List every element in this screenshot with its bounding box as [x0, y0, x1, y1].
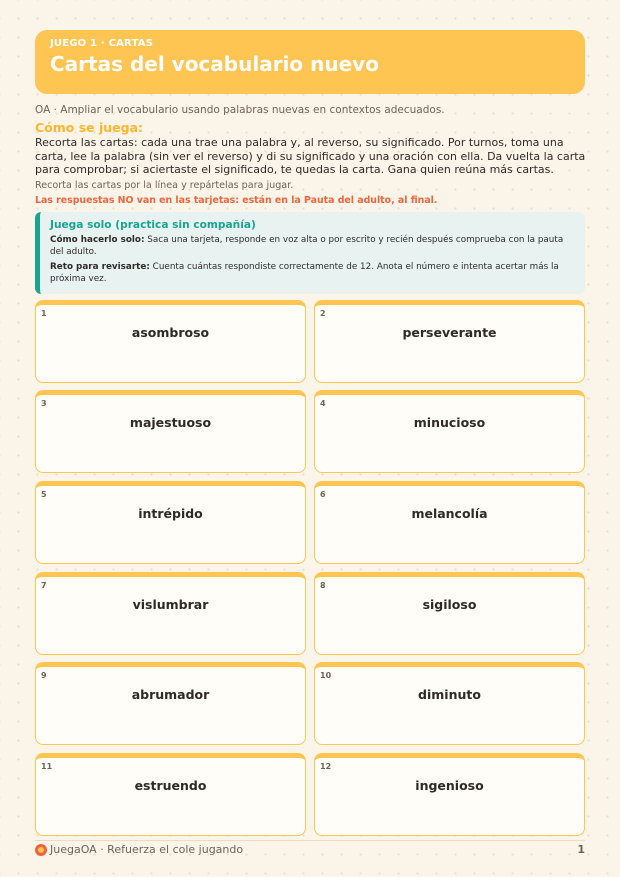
- cut-note: Recorta las cartas por la línea y repártelas para jugar.: [35, 180, 294, 191]
- card-number: 12: [320, 762, 332, 771]
- vocab-card: [314, 300, 585, 383]
- card-word: intrépido: [138, 506, 203, 521]
- vocab-card: [314, 481, 585, 564]
- solo-title: Juega solo (practica sin compañía): [50, 219, 256, 231]
- vocab-card: [35, 572, 306, 655]
- card-word: abrumador: [131, 687, 210, 702]
- card-number: 1: [41, 309, 47, 318]
- page-header: [35, 30, 585, 94]
- card-word: sigiloso: [422, 597, 477, 612]
- card-word: asombroso: [131, 325, 210, 340]
- solo-how: [50, 234, 575, 258]
- footer-brand: JuegaOA · Refuerza el cole jugando: [50, 843, 244, 856]
- card-number: 7: [41, 581, 47, 590]
- card-number: 2: [320, 309, 326, 318]
- footer-divider: [35, 840, 585, 841]
- card-number: 10: [320, 671, 332, 680]
- solo-review-text: Cuenta cuántas respondiste correctamente de 12. Anota el número e intenta acertar más la próxima vez.: [50, 262, 559, 284]
- vocab-card: [314, 753, 585, 836]
- card-number: 4: [320, 399, 326, 408]
- card-number: 11: [41, 762, 53, 771]
- juegaoa-logo-icon: [35, 844, 47, 856]
- page-title: Cartas del vocabulario nuevo: [50, 52, 379, 76]
- solo-play-box: [35, 212, 585, 294]
- card-word: minucioso: [413, 415, 486, 430]
- how-to-play-body: Recorta las cartas: cada una trae una palabra y, al reverso, su significado. Por turnos, toma una carta, lee la palabra (sin ver el reverso) y di su significado y una oración con ella. Da vuelta la carta para comprobar; si aciertaste el significado, te quedas la carta. Gana quien reúna más cartas.: [35, 136, 586, 177]
- vocab-card: [314, 662, 585, 745]
- learning-objective: OA · Ampliar el vocabulario usando palabras nuevas en contextos adecuados.: [35, 104, 445, 116]
- vocab-card: [35, 662, 306, 745]
- card-word: perseverante: [402, 325, 497, 340]
- how-to-play-title: Cómo se juega:: [35, 120, 144, 135]
- solo-how-text: Saca una tarjeta, responde en voz alta o por escrito y recién después comprueba con la pauta del adulto.: [50, 235, 564, 257]
- solo-review: [50, 261, 575, 285]
- card-word: ingenioso: [415, 778, 484, 793]
- header-kicker: JUEGO 1 · CARTAS: [50, 38, 154, 49]
- answers-warning: Las respuestas NO van en las tarjetas: están en la Pauta del adulto, al final.: [35, 195, 438, 206]
- card-number: 5: [41, 490, 47, 499]
- card-number: 8: [320, 581, 326, 590]
- solo-review-label: Reto para revisarte:: [50, 262, 150, 272]
- card-number: 9: [41, 671, 47, 680]
- vocab-card: [35, 481, 306, 564]
- vocab-card: [35, 300, 306, 383]
- solo-how-label: Cómo hacerlo solo:: [50, 235, 145, 245]
- vocab-card: [314, 390, 585, 473]
- vocab-card: [314, 572, 585, 655]
- card-word: diminuto: [418, 687, 481, 702]
- card-word: melancolía: [411, 506, 488, 521]
- vocab-card: [35, 753, 306, 836]
- card-word: majestuoso: [129, 415, 212, 430]
- page-number: 1: [577, 843, 585, 856]
- card-word: estruendo: [134, 778, 207, 793]
- vocab-card: [35, 390, 306, 473]
- card-word: vislumbrar: [132, 597, 209, 612]
- card-number: 3: [41, 399, 47, 408]
- card-number: 6: [320, 490, 326, 499]
